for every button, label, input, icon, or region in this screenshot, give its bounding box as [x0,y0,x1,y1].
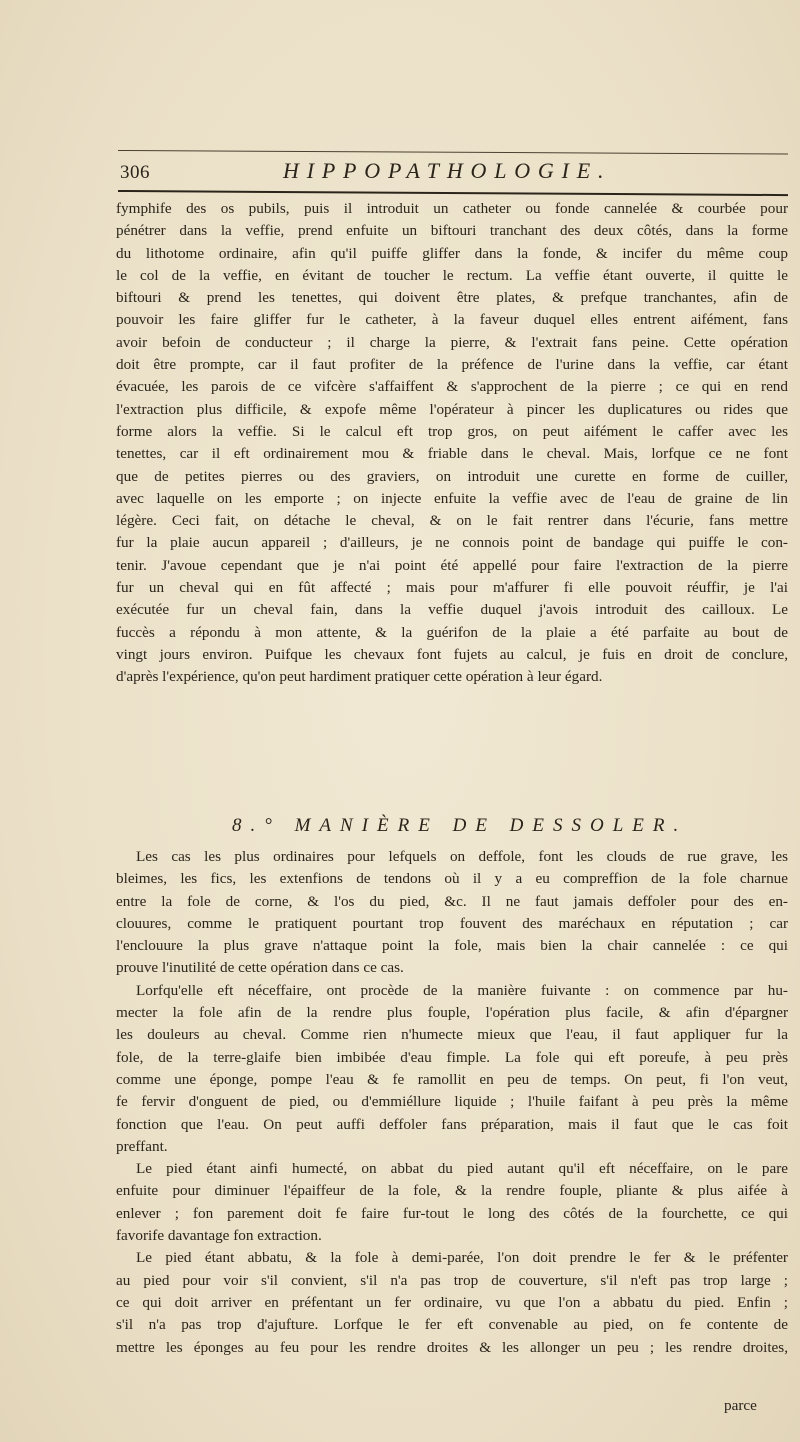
running-head: HIPPOPATHOLOGIE. [283,158,612,183]
text-line: avoir befoin de conducteur ; il charge la pierre, & l'extrait fans peine. Cette opération [116,333,788,351]
text-line: bleimes, les fics, les extenfions de tendons où il y a eu compreffion de la fole charnue [116,870,788,888]
text-line: du lithotome ordinaire, afin qu'il puiffe gliffer dans la fonde, & incifer du même coup [116,244,788,262]
text-line: doit être prompte, car il faut profiter de la préfence de l'urine dans la veffie, car étant [116,356,788,374]
text-line: l'extraction plus difficile, & expofe même l'opérateur à pincer les duplicatures ou rides que [116,400,788,418]
text-line: avec laquelle on les emporte ; on injecte enfuite la veffie avec de l'eau de graine de lin [116,489,788,507]
page-number: 306 [120,162,150,183]
text-line: forme alors la veffie. Si le calcul eft trop gros, on peut aifément le caffer avec les [116,422,788,440]
text-line: le col de la veffie, en évitant de toucher le rectum. La veffie étant ouverte, il quitte le [116,266,788,284]
paragraph [116,1158,788,1247]
text-line: pouvoir les faire gliffer fur le catheter, à la faveur duquel elles entrent aifément, fans [116,311,788,329]
text-line: ce qui doit arriver en préfentant un fer ordinaire, vu que l'on a abbatu du pied. Enfin ; [116,1293,788,1311]
text-line: preffant. [116,1137,168,1155]
text-line: que de petites pierres ou des graviers, on introduit une curette en forme de cuiller, [116,467,788,485]
text-line: favorife davantage fon extraction. [116,1227,322,1245]
text-line: Lorfqu'elle eft néceffaire, ont procède de la manière fuivante : on commence par hu- [136,981,788,999]
paragraph [116,846,788,980]
header-bottom-rule [118,190,788,196]
text-line: pénétrer dans la veffie, prend enfuite un biftouri tranchant des deux côtés, dans la forme [116,222,788,240]
text-line: fe fervir d'onguent de pied, ou d'emmiéllure liquide ; l'huile faifant à peu près la même [116,1093,788,1111]
text-line: exécutée fur un cheval fain, dans la veffie duquel j'avois introduit des cailloux. Le [116,601,788,619]
text-line: légère. Ceci fait, on détache le cheval, & on le fait rentrer dans l'écurie, fans mettre [116,512,788,530]
section-heading: 8.° MANIÈRE DE DESSOLER. [232,815,688,836]
text-line: tenettes, car il eft ordinairement mou & friable dans le cheval. Mais, lorfque ce ne font [116,445,788,463]
text-line: fole, de la terre-glaife bien imbibée d'eau fimple. La fole qui eft poreufe, à peu près [116,1048,788,1066]
text-line: enlever ; fon parement doit fe faire fur-tout le long des côtés de la fourchette, ce qui [116,1204,788,1222]
text-line: Le pied étant ainfi humecté, on abbat du pied autant qu'il eft néceffaire, on le pare [136,1160,788,1178]
paragraph-block-dessoler [116,846,788,1359]
paragraph-block-lithotomy [116,198,788,689]
text-line: s'il n'a pas trop d'ajufture. Lorfque le fer eft convenable au pied, on fe contente de [116,1316,788,1334]
text-line: enfuite pour diminuer l'épaiffeur de la fole, & la rendre fouple, pliante & plus aifée à [116,1182,788,1200]
text-line: tenir. J'avoue cependant que je n'ai point été appellé pour faire l'extraction de la pierre [116,556,788,574]
text-line: l'enclouure la plus grave n'attaque point la fole, mais bien la chair cannelée : ce qui [116,937,788,955]
text-line: fonction que l'eau. On peut auffi deffoler fans préparation, mais il faut que le cas foit [116,1115,788,1133]
text-line: d'après l'expérience, qu'on peut hardiment pratiquer cette opération à leur égard. [116,668,603,686]
text-line: évacuée, les parois de ce vifcère s'affaiffent & s'approchent de la pierre ; ce qui en rend [116,378,788,396]
text-line: fymphife des os pubils, puis il introduit un catheter ou fonde cannelée & courbée pour [116,200,788,217]
paragraph [116,1247,788,1358]
text-line: mecter la fole afin de la rendre plus fouple, l'opération plus facile, & afin d'épargner [116,1004,788,1022]
text-line: entre la fole de corne, & l'os du pied, &c. Il ne faut jamais deffoler pour des en- [116,892,788,910]
header-top-rule [118,150,788,155]
text-line: Le pied étant abbatu, & la fole à demi-parée, l'on doit prendre le fer & le préfenter [136,1249,788,1267]
text-line: Les cas les plus ordinaires pour lefquels on deffole, font les clouds de rue grave, les [136,848,788,865]
text-line: les douleurs au cheval. Comme rien n'humecte mieux que l'eau, il faut appliquer fur la [116,1026,788,1044]
text-line: prouve l'inutilité de cette opération dans ce cas. [116,959,404,977]
text-line: au pied pour voir s'il convient, s'il n'a pas trop de couverture, s'il n'eft pas trop large ; [116,1271,788,1289]
paragraph [116,980,788,1158]
text-line: vingt jours environ. Puifque les chevaux font fujets au calcul, je fuis en droit de conclure, [116,645,788,663]
text-line: biftouri & prend les tenettes, qui doivent être plates, & prefque tranchantes, afin de [116,289,788,307]
text-line: comme une éponge, pompe l'eau & fe ramollit en peu de temps. On peut, fi l'on veut, [116,1070,788,1088]
text-line: fur un cheval qui en fût affecté ; mais pour m'affurer fi elle pouvoit réuffir, je l'ai [116,579,788,597]
catchword: parce [724,1397,757,1414]
text-line: fuccès a répondu à mon attente, & la guérifon de la plaie a été parfaite au bout de [116,623,788,641]
text-line: clouures, comme le pratiquent pourtant trop fouvent des maréchaux en réputation ; car [116,914,788,932]
text-line: fur la plaie aucun appareil ; d'ailleurs, je ne connois point de bandage qui puiffe le con- [116,534,788,552]
text-line: mettre les éponges au feu pour les rendre droites & les allonger un peu ; les rendre droites, [116,1338,788,1356]
